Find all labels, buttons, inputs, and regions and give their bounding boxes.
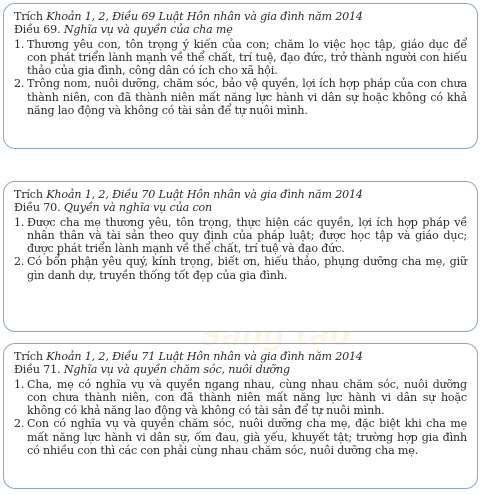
article-heading: Quyền và nghĩa vụ của con (63, 201, 213, 215)
clause-text: Cha, mẹ có nghĩa vụ và quyền ngang nhau, cùng nhau chăm sóc, nuôi dưỡng con chưa thành niên, con đã thành niên mất năng lực hành vi dân sự hoặc không có khả năng lao động và không có tài sản để tự nuôi mình. (27, 377, 467, 418)
source-prefix: Trích (14, 350, 47, 363)
clause-list (14, 378, 467, 458)
source-reference: Khoản 1, 2, Điều 70 Luật Hôn nhân và gia đình năm 2014 (46, 188, 363, 201)
clause-item (14, 77, 467, 117)
clause-number: 1. (14, 377, 25, 391)
article-number: Điều 70. (14, 201, 64, 215)
article-number: Điều 71. (14, 363, 64, 377)
excerpt-source (14, 10, 467, 23)
source-prefix: Trích (14, 10, 47, 23)
article-title (14, 363, 467, 376)
clause-item (14, 38, 467, 78)
law-excerpt-box-article-69 (3, 3, 478, 149)
clause-number: 2. (14, 255, 25, 269)
article-title (14, 23, 467, 36)
clause-item (14, 216, 467, 256)
clause-number: 2. (14, 417, 25, 431)
source-prefix: Trích (14, 188, 47, 201)
article-title (14, 201, 467, 214)
clause-text: Con có nghĩa vụ và quyền chăm sóc, nuôi dưỡng cha mẹ, đặc biệt khi cha mẹ mất năng lực hành vi dân sự, ốm đau, già yếu, khuyết tật; trường hợp gia đình có nhiều con thì các con phải cùng nhau chăm sóc, nuôi dưỡng cha mẹ. (27, 417, 467, 458)
article-heading: Nghĩa vụ và quyền của cha mẹ (63, 23, 233, 37)
source-reference: Khoản 1, 2, Điều 69 Luật Hôn nhân và gia đình năm 2014 (46, 10, 363, 23)
clause-text: Có bổn phận yêu quý, kính trọng, biết ơn, hiếu thảo, phụng dưỡng cha mẹ, giữ gìn danh dự, truyền thống tốt đẹp của gia đình. (27, 255, 467, 282)
clause-text: Được cha mẹ thương yêu, tôn trọng, thực hiện các quyền, lợi ích hợp pháp về nhân thân và tài sản theo quy định của pháp luật; được học tập và giáo dục; được phát triển lành mạnh về thể chất, trí tuệ và đạo đức. (27, 215, 467, 256)
clause-item (14, 255, 467, 282)
clause-list (14, 38, 467, 118)
watermark: Sáng tạo (200, 318, 351, 353)
clause-number: 1. (14, 37, 25, 51)
law-excerpt-box-article-71 (3, 343, 478, 489)
excerpt-source (14, 188, 467, 201)
excerpt-source (14, 350, 467, 363)
clause-text: Trông nom, nuôi dưỡng, chăm sóc, bảo vệ quyền, lợi ích hợp pháp của con chưa thành niên, con đã thành niên mất năng lực hành vi dân sự hoặc không có khả năng lao động và không có tài sản để tự nuôi mình. (27, 77, 467, 118)
clause-list (14, 216, 467, 282)
law-excerpt-box-article-70 (3, 181, 478, 332)
article-heading: Nghĩa vụ và quyền chăm sóc, nuôi dưỡng (63, 363, 290, 377)
clause-item (14, 378, 467, 418)
clause-text: Thương yêu con, tôn trọng ý kiến của con; chăm lo việc học tập, giáo dục để con phát triển lành mạnh về thể chất, trí tuệ, đạo đức, trở thành người con hiếu thảo của gia đình, công dân có ích cho xã hội. (27, 37, 467, 78)
article-number: Điều 69. (14, 23, 64, 37)
clause-item (14, 417, 467, 457)
source-reference: Khoản 1, 2, Điều 71 Luật Hôn nhân và gia đình năm 2014 (46, 350, 363, 363)
clause-number: 2. (14, 77, 25, 91)
clause-number: 1. (14, 215, 25, 229)
